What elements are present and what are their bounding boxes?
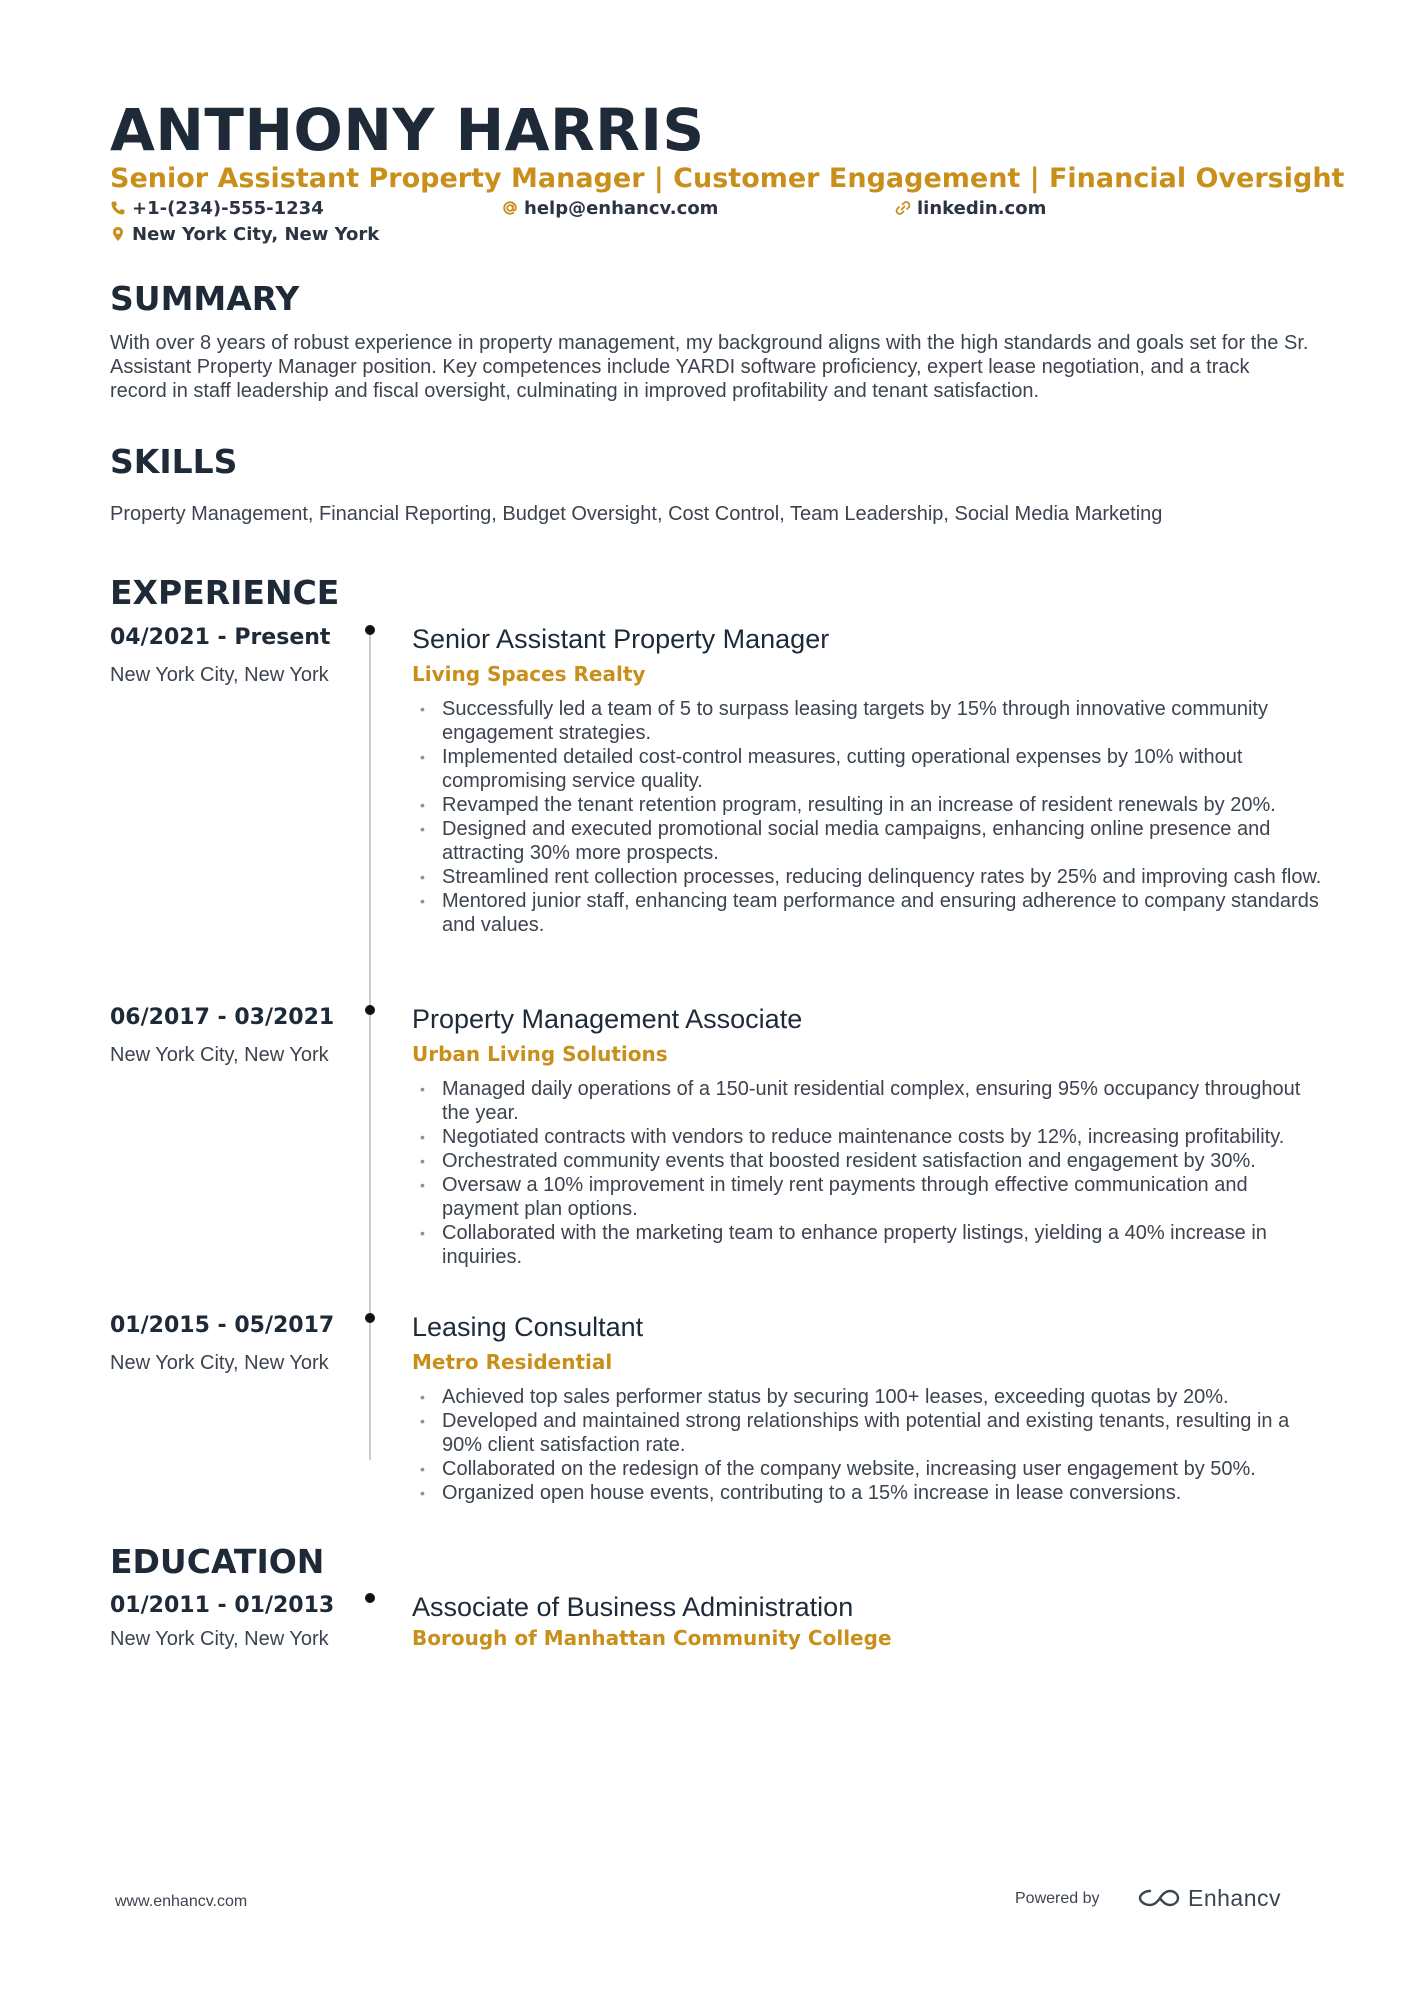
list-item: • Developed and maintained strong relationships with potential and existing tenants, resulting in a 90% client satisfaction rate. [412,1409,1322,1457]
education-title: EDUCATION [110,1542,325,1581]
link-icon [895,200,911,216]
linkedin-text: linkedin.com [917,198,1047,219]
experience-timeline-line [369,630,371,1460]
job-dates: 04/2021 - Present [110,625,331,650]
job-bullets [412,1385,1322,1505]
job-title: Leasing Consultant [412,1312,644,1342]
enhancv-brand-text: Enhancv [1188,1884,1282,1911]
job-dates: 01/2015 - 05/2017 [110,1313,335,1338]
company-name: Living Spaces Realty [412,662,646,686]
skills-text: Property Management, Financial Reporting, Budget Oversight, Cost Control, Team Leadership, Social Media Marketing [110,503,1163,525]
company-name: Metro Residential [412,1350,613,1374]
school-name: Borough of Manhattan Community College [412,1626,892,1650]
company-name: Urban Living Solutions [412,1042,668,1066]
timeline-dot [365,625,375,635]
location-text: New York City, New York [132,224,380,245]
enhancv-logo[interactable] [1136,1884,1281,1912]
footer-powered-by: Powered by [1015,1890,1100,1907]
timeline-dot [365,1005,375,1015]
degree-name: Associate of Business Administration [412,1592,854,1622]
list-item: • Designed and executed promotional social media campaigns, enhancing online presence and attracting 30% more prospects. [412,817,1322,865]
phone-icon [110,200,126,216]
list-item: • Managed daily operations of a 150-unit residential complex, ensuring 95% occupancy throughout the year. [412,1077,1322,1125]
timeline-dot [365,1313,375,1323]
job-location: New York City, New York [110,1044,329,1066]
footer-website-link[interactable]: www.enhancv.com [115,1893,248,1910]
contact-phone[interactable] [110,198,324,220]
summary-text: With over 8 years of robust experience in property management, my background aligns with the high standards and goals set for the Sr. Assistant Property Manager position. Key competences include YARDI software proficiency, expert lease negotiation, and a track record in staff leadership and fiscal oversight, culminating in improved profitability and tenant satisfaction. [110,332,1309,402]
job-bullets [412,1077,1322,1269]
list-item: • Oversaw a 10% improvement in timely rent payments through effective communication and payment plan options. [412,1173,1322,1221]
list-item: • Streamlined rent collection processes, reducing delinquency rates by 25% and improving cash flow. [412,865,1322,889]
summary-title: SUMMARY [110,279,300,318]
experience-title: EXPERIENCE [110,573,340,612]
contact-email[interactable] [502,198,718,220]
job-location: New York City, New York [110,1352,329,1374]
location-pin-icon [110,226,126,242]
candidate-name: ANTHONY HARRIS [110,96,705,164]
education-location: New York City, New York [110,1628,329,1650]
contact-location [110,224,379,246]
contact-linkedin[interactable] [895,198,1046,220]
list-item: • Mentored junior staff, enhancing team performance and ensuring adherence to company standards and values. [412,889,1322,937]
list-item: • Orchestrated community events that boosted resident satisfaction and engagement by 30%. [412,1149,1322,1173]
job-title: Property Management Associate [412,1004,803,1034]
list-item: • Successfully led a team of 5 to surpass leasing targets by 15% through innovative community engagement strategies. [412,697,1322,745]
list-item: • Collaborated with the marketing team to enhance property listings, yielding a 40% increase in inquiries. [412,1221,1322,1269]
list-item: • Achieved top sales performer status by securing 100+ leases, exceeding quotas by 20%. [412,1385,1322,1409]
enhancv-logo-icon [1136,1886,1182,1910]
timeline-dot [365,1593,375,1603]
skills-title: SKILLS [110,442,238,481]
email-text: help@enhancv.com [524,198,719,219]
job-bullets [412,697,1322,937]
job-location: New York City, New York [110,664,329,686]
job-dates: 06/2017 - 03/2021 [110,1005,335,1030]
list-item: • Organized open house events, contributing to a 15% increase in lease conversions. [412,1481,1322,1505]
list-item: • Negotiated contracts with vendors to reduce maintenance costs by 12%, increasing profitability. [412,1125,1322,1149]
list-item: • Implemented detailed cost-control measures, cutting operational expenses by 10% without compromising service quality. [412,745,1322,793]
at-sign-icon [502,200,518,216]
job-title: Senior Assistant Property Manager [412,624,830,654]
headline: Senior Assistant Property Manager | Customer Engagement | Financial Oversight [110,163,1345,194]
phone-text: +1-(234)-555-1234 [132,198,324,219]
list-item: • Revamped the tenant retention program, resulting in an increase of resident renewals by 20%. [412,793,1322,817]
education-dates: 01/2011 - 01/2013 [110,1593,335,1618]
list-item: • Collaborated on the redesign of the company website, increasing user engagement by 50%. [412,1457,1322,1481]
